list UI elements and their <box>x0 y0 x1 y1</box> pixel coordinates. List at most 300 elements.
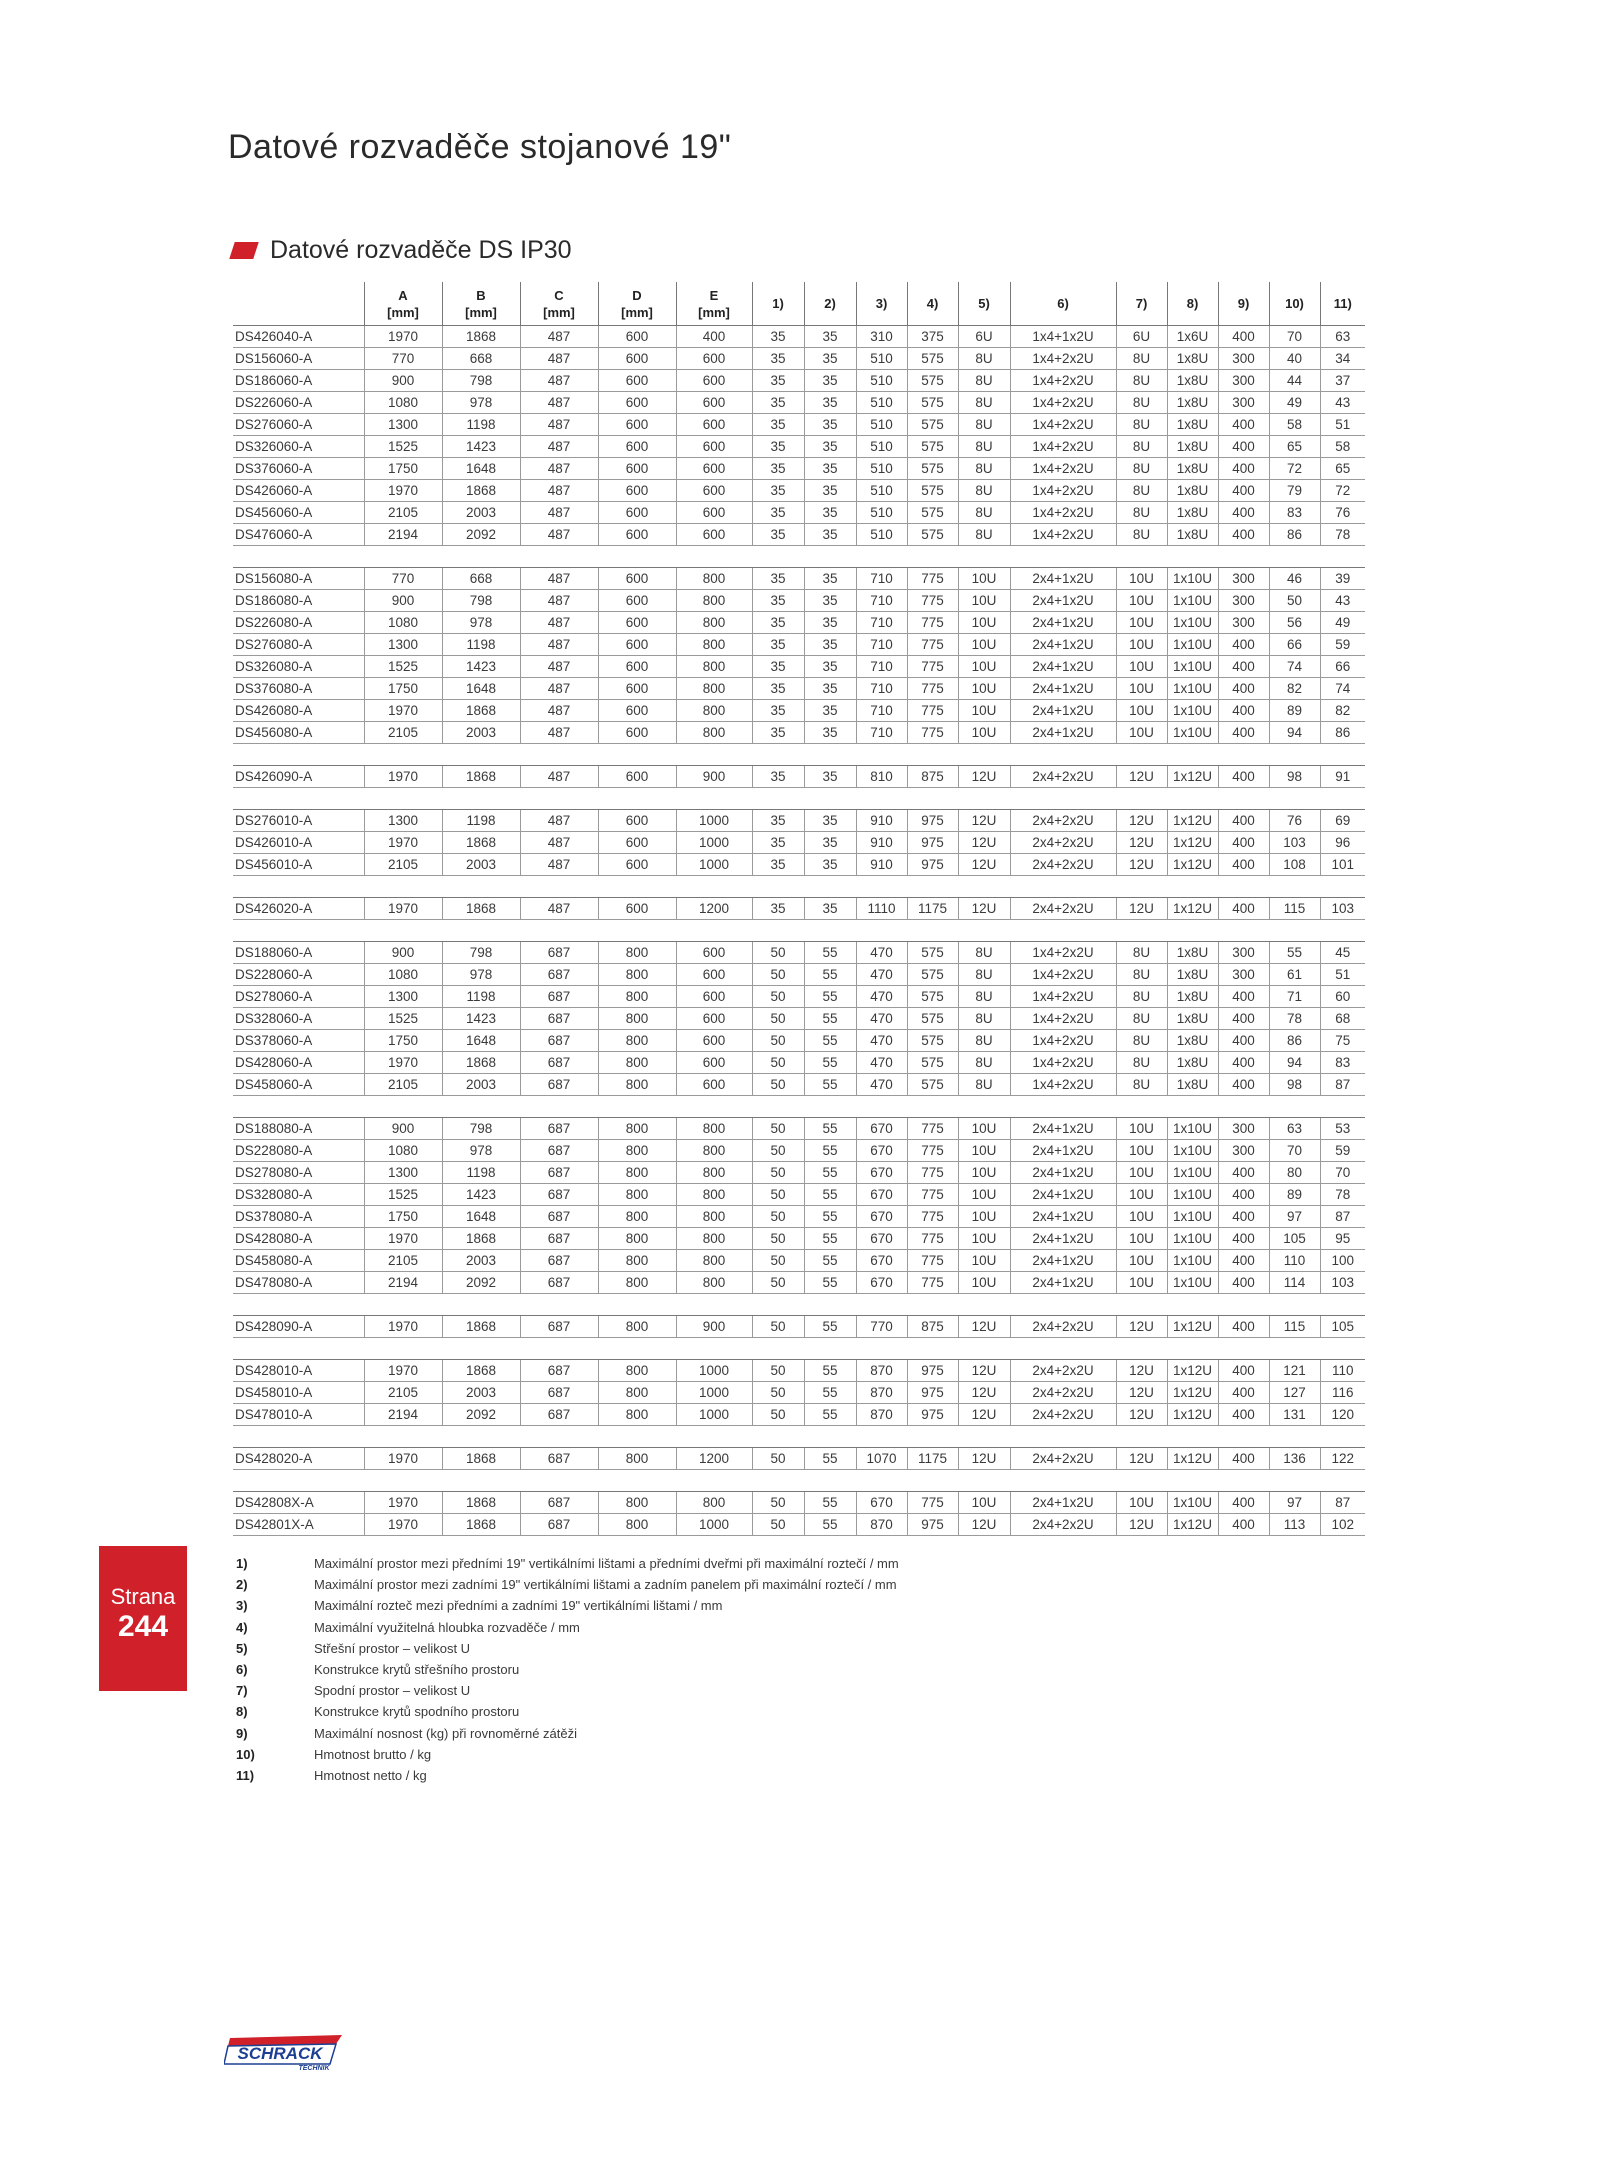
table-cell: 668 <box>442 348 520 370</box>
legend-number: 2) <box>236 1577 248 1593</box>
table-cell: 575 <box>907 436 958 458</box>
table-cell: 10U <box>1116 1206 1167 1228</box>
table-cell: 400 <box>1218 524 1269 546</box>
table-cell: 1x8U <box>1167 480 1218 502</box>
table-cell: 35 <box>752 458 804 480</box>
table-cell: 1x8U <box>1167 370 1218 392</box>
table-row <box>233 1184 1365 1206</box>
table-cell: 12U <box>958 898 1010 920</box>
table-cell: 487 <box>520 436 598 458</box>
table-cell: 10U <box>1116 1250 1167 1272</box>
legend-text: Maximální rozteč mezi předními a zadními 19" vertikálními lištami / mm <box>314 1598 723 1614</box>
legend-item <box>236 1553 899 1574</box>
table-cell: 50 <box>752 1448 804 1470</box>
table-cell: 59 <box>1320 1140 1365 1162</box>
table-cell: 670 <box>856 1272 907 1294</box>
table-cell: 600 <box>598 656 676 678</box>
table-row <box>233 480 1365 502</box>
table-cell: 1x10U <box>1167 1118 1218 1140</box>
table-cell: 10U <box>1116 634 1167 656</box>
table-cell: 300 <box>1218 370 1269 392</box>
table-cell: 575 <box>907 1052 958 1074</box>
legend-number: 11) <box>236 1767 255 1783</box>
table-cell: 2003 <box>442 1250 520 1272</box>
table-cell: 95 <box>1320 1228 1365 1250</box>
table-cell: 1525 <box>364 436 442 458</box>
product-code-cell: DS428090-A <box>233 1316 364 1338</box>
table-cell: 105 <box>1320 1316 1365 1338</box>
table-cell: 10U <box>958 1184 1010 1206</box>
table-cell: 1x8U <box>1167 1052 1218 1074</box>
table-cell: 487 <box>520 458 598 480</box>
table-cell: 875 <box>907 766 958 788</box>
legend-number: 7) <box>236 1683 248 1699</box>
table-cell: 72 <box>1269 458 1320 480</box>
table-cell: 810 <box>856 766 907 788</box>
table-cell: 798 <box>442 370 520 392</box>
table-cell: 710 <box>856 590 907 612</box>
product-code-cell: DS156060-A <box>233 348 364 370</box>
table-cell: 1x10U <box>1167 612 1218 634</box>
table-cell: 300 <box>1218 568 1269 590</box>
column-header-label: 4) <box>926 296 939 311</box>
table-row <box>233 1140 1365 1162</box>
table-cell: 1300 <box>364 986 442 1008</box>
table-cell: 1x8U <box>1167 502 1218 524</box>
table-cell: 600 <box>598 832 676 854</box>
table-cell: 798 <box>442 1118 520 1140</box>
table-cell: 2x4+2x2U <box>1010 1360 1116 1382</box>
table-cell: 975 <box>907 832 958 854</box>
table-cell: 870 <box>856 1360 907 1382</box>
table-cell: 487 <box>520 590 598 612</box>
table-cell: 1x4+2x2U <box>1010 458 1116 480</box>
table-row <box>233 656 1365 678</box>
table-cell: 2x4+1x2U <box>1010 568 1116 590</box>
table-cell: 1x12U <box>1167 1448 1218 1470</box>
table-cell: 55 <box>804 1272 856 1294</box>
table-cell: 400 <box>1218 1074 1269 1096</box>
column-header <box>907 282 958 326</box>
table-cell: 770 <box>364 568 442 590</box>
column-header <box>752 282 804 326</box>
product-code-cell: DS458080-A <box>233 1250 364 1272</box>
table-cell: 1970 <box>364 700 442 722</box>
column-header <box>1010 282 1116 326</box>
table-cell: 1750 <box>364 678 442 700</box>
table-cell: 2x4+1x2U <box>1010 678 1116 700</box>
table-cell: 1198 <box>442 986 520 1008</box>
table-cell: 43 <box>1320 392 1365 414</box>
table-cell: 35 <box>752 502 804 524</box>
table-cell: 1080 <box>364 612 442 634</box>
table-cell: 35 <box>752 392 804 414</box>
product-code-cell: DS428020-A <box>233 1448 364 1470</box>
table-cell: 35 <box>804 414 856 436</box>
table-cell: 10U <box>1116 700 1167 722</box>
table-cell: 83 <box>1269 502 1320 524</box>
table-cell: 10U <box>1116 722 1167 744</box>
table-cell: 87 <box>1320 1492 1365 1514</box>
column-header-unit: [mm] <box>387 304 419 320</box>
table-cell: 82 <box>1320 700 1365 722</box>
table-cell: 775 <box>907 590 958 612</box>
column-header-label: E <box>709 287 719 303</box>
product-code-cell: DS228080-A <box>233 1140 364 1162</box>
table-cell: 56 <box>1269 612 1320 634</box>
table-cell: 1000 <box>676 854 752 876</box>
table-cell: 69 <box>1320 810 1365 832</box>
legend-item <box>236 1744 899 1765</box>
table-cell: 10U <box>958 1250 1010 1272</box>
table-cell: 800 <box>598 1316 676 1338</box>
table-cell: 35 <box>804 700 856 722</box>
table-cell: 10U <box>1116 1272 1167 1294</box>
legend-number: 5) <box>236 1640 248 1656</box>
table-cell: 8U <box>958 502 1010 524</box>
table-cell: 59 <box>1320 634 1365 656</box>
legend-item <box>236 1723 899 1744</box>
table-cell: 687 <box>520 942 598 964</box>
page-badge-number: 244 <box>117 1610 169 1643</box>
table-row <box>233 458 1365 480</box>
table-cell: 510 <box>856 524 907 546</box>
table-cell: 1x8U <box>1167 392 1218 414</box>
legend-number: 9) <box>236 1725 248 1741</box>
table-cell: 800 <box>598 1184 676 1206</box>
table-cell: 55 <box>804 1008 856 1030</box>
table-cell: 400 <box>1218 1030 1269 1052</box>
table-cell: 800 <box>676 1184 752 1206</box>
table-row <box>233 1250 1365 1272</box>
table-cell: 670 <box>856 1250 907 1272</box>
legend-text: Konstrukce krytů střešního prostoru <box>314 1662 520 1678</box>
table-cell: 86 <box>1269 1030 1320 1052</box>
column-header-unit: [mm] <box>465 304 497 320</box>
table-cell: 670 <box>856 1228 907 1250</box>
group-separator <box>233 1426 1365 1448</box>
table-cell: 2092 <box>442 524 520 546</box>
table-cell: 87 <box>1320 1074 1365 1096</box>
table-cell: 1x4+2x2U <box>1010 524 1116 546</box>
table-cell: 400 <box>676 326 752 348</box>
product-code-cell: DS328060-A <box>233 1008 364 1030</box>
table-cell: 35 <box>804 370 856 392</box>
table-cell: 600 <box>676 524 752 546</box>
table-cell: 687 <box>520 1118 598 1140</box>
table-cell: 8U <box>958 370 1010 392</box>
table-cell: 10U <box>958 612 1010 634</box>
table-cell: 8U <box>1116 480 1167 502</box>
table-cell: 600 <box>676 348 752 370</box>
table-cell: 510 <box>856 458 907 480</box>
table-cell: 900 <box>364 370 442 392</box>
page-title: Datové rozvaděče stojanové 19" <box>228 128 732 166</box>
table-cell: 35 <box>804 832 856 854</box>
table-cell: 108 <box>1269 854 1320 876</box>
table-cell: 487 <box>520 722 598 744</box>
table-cell: 800 <box>598 986 676 1008</box>
table-cell: 1x12U <box>1167 898 1218 920</box>
table-cell: 400 <box>1218 1514 1269 1536</box>
table-cell: 1525 <box>364 656 442 678</box>
table-cell: 87 <box>1320 1206 1365 1228</box>
table-cell: 12U <box>958 766 1010 788</box>
table-cell: 1x4+2x2U <box>1010 1074 1116 1096</box>
table-cell: 470 <box>856 1008 907 1030</box>
table-cell: 687 <box>520 1316 598 1338</box>
product-code-cell: DS456080-A <box>233 722 364 744</box>
table-cell: 1x4+2x2U <box>1010 964 1116 986</box>
table-cell: 35 <box>804 348 856 370</box>
product-code-cell: DS42808X-A <box>233 1492 364 1514</box>
table-cell: 668 <box>442 568 520 590</box>
table-cell: 510 <box>856 370 907 392</box>
table-cell: 35 <box>752 370 804 392</box>
table-cell: 1110 <box>856 898 907 920</box>
table-cell: 670 <box>856 1140 907 1162</box>
table-cell: 1970 <box>364 898 442 920</box>
table-cell: 470 <box>856 986 907 1008</box>
table-cell: 8U <box>1116 458 1167 480</box>
table-cell: 1x8U <box>1167 436 1218 458</box>
table-cell: 10U <box>958 1162 1010 1184</box>
table-cell: 800 <box>598 1052 676 1074</box>
table-cell: 8U <box>958 392 1010 414</box>
table-cell: 687 <box>520 1448 598 1470</box>
table-cell: 12U <box>958 1360 1010 1382</box>
table-cell: 8U <box>1116 370 1167 392</box>
table-cell: 50 <box>752 1140 804 1162</box>
table-cell: 12U <box>958 832 1010 854</box>
table-cell: 1423 <box>442 656 520 678</box>
table-cell: 94 <box>1269 1052 1320 1074</box>
table-cell: 45 <box>1320 942 1365 964</box>
table-cell: 400 <box>1218 656 1269 678</box>
table-cell: 39 <box>1320 568 1365 590</box>
table-cell: 35 <box>804 524 856 546</box>
table-cell: 575 <box>907 370 958 392</box>
table-cell: 978 <box>442 612 520 634</box>
table-cell: 35 <box>804 766 856 788</box>
table-cell: 800 <box>676 1250 752 1272</box>
table-cell: 2003 <box>442 502 520 524</box>
product-code-cell: DS376080-A <box>233 678 364 700</box>
table-cell: 35 <box>752 766 804 788</box>
table-row <box>233 1206 1365 1228</box>
table-cell: 1x10U <box>1167 1228 1218 1250</box>
table-cell: 49 <box>1320 612 1365 634</box>
table-cell: 687 <box>520 1184 598 1206</box>
table-cell: 35 <box>804 392 856 414</box>
table-cell: 55 <box>804 1228 856 1250</box>
table-cell: 975 <box>907 1514 958 1536</box>
table-cell: 2092 <box>442 1404 520 1426</box>
table-cell: 310 <box>856 326 907 348</box>
table-cell: 2105 <box>364 502 442 524</box>
table-cell: 710 <box>856 722 907 744</box>
table-row <box>233 1118 1365 1140</box>
table-cell: 35 <box>804 854 856 876</box>
table-cell: 70 <box>1269 1140 1320 1162</box>
table-cell: 1x4+2x2U <box>1010 1052 1116 1074</box>
table-cell: 51 <box>1320 414 1365 436</box>
table-cell: 50 <box>752 1074 804 1096</box>
legend-number: 3) <box>236 1598 248 1614</box>
table-cell: 910 <box>856 832 907 854</box>
product-code-cell: DS276010-A <box>233 810 364 832</box>
table-cell: 35 <box>804 326 856 348</box>
table-cell: 35 <box>804 458 856 480</box>
table-cell: 710 <box>856 612 907 634</box>
table-cell: 50 <box>752 1360 804 1382</box>
table-cell: 1300 <box>364 810 442 832</box>
table-cell: 1080 <box>364 964 442 986</box>
table-cell: 600 <box>676 392 752 414</box>
table-row <box>233 634 1365 656</box>
table-cell: 1x8U <box>1167 414 1218 436</box>
column-header-label: 10) <box>1285 296 1304 311</box>
product-code-cell: DS428060-A <box>233 1052 364 1074</box>
column-header <box>1167 282 1218 326</box>
table-cell: 2x4+1x2U <box>1010 1228 1116 1250</box>
table-cell: 65 <box>1269 436 1320 458</box>
table-cell: 2003 <box>442 722 520 744</box>
table-cell: 1x8U <box>1167 942 1218 964</box>
table-cell: 400 <box>1218 810 1269 832</box>
table-cell: 798 <box>442 590 520 612</box>
table-cell: 400 <box>1218 458 1269 480</box>
table-cell: 35 <box>804 656 856 678</box>
table-cell: 1080 <box>364 392 442 414</box>
table-cell: 2105 <box>364 722 442 744</box>
group-separator <box>233 788 1365 810</box>
table-cell: 400 <box>1218 700 1269 722</box>
table-cell: 34 <box>1320 348 1365 370</box>
table-cell: 400 <box>1218 480 1269 502</box>
page-badge <box>99 1546 187 1691</box>
table-cell: 1x4+2x2U <box>1010 414 1116 436</box>
table-cell: 58 <box>1269 414 1320 436</box>
table-cell: 800 <box>676 656 752 678</box>
footnote-legend <box>236 1553 899 1786</box>
legend-item <box>236 1638 899 1659</box>
table-cell: 12U <box>1116 854 1167 876</box>
table-cell: 487 <box>520 656 598 678</box>
table-row <box>233 590 1365 612</box>
table-cell: 35 <box>752 634 804 656</box>
table-cell: 300 <box>1218 612 1269 634</box>
table-cell: 8U <box>1116 348 1167 370</box>
table-row <box>233 810 1365 832</box>
table-cell: 1x8U <box>1167 524 1218 546</box>
table-cell: 300 <box>1218 1140 1269 1162</box>
table-cell: 6U <box>1116 326 1167 348</box>
table-cell: 35 <box>752 568 804 590</box>
table-cell: 687 <box>520 1206 598 1228</box>
table-cell: 2105 <box>364 854 442 876</box>
table-cell: 94 <box>1269 722 1320 744</box>
legend-number: 1) <box>236 1556 248 1572</box>
table-cell: 2003 <box>442 854 520 876</box>
table-cell: 12U <box>958 1514 1010 1536</box>
table-cell: 1x4+2x2U <box>1010 370 1116 392</box>
table-cell: 487 <box>520 700 598 722</box>
table-cell: 127 <box>1269 1382 1320 1404</box>
column-header <box>520 282 598 326</box>
section-title: Datové rozvaděče DS IP30 <box>270 236 572 264</box>
table-cell: 910 <box>856 810 907 832</box>
column-header-label: A <box>398 287 408 303</box>
table-cell: 800 <box>598 1140 676 1162</box>
column-header <box>598 282 676 326</box>
column-header-unit: [mm] <box>621 304 653 320</box>
table-row <box>233 1514 1365 1536</box>
table-cell: 600 <box>676 502 752 524</box>
table-cell: 10U <box>958 656 1010 678</box>
legend-text: Hmotnost netto / kg <box>314 1767 427 1783</box>
table-cell: 870 <box>856 1404 907 1426</box>
table-cell: 900 <box>364 590 442 612</box>
table-cell: 400 <box>1218 1492 1269 1514</box>
column-header <box>1269 282 1320 326</box>
table-cell: 35 <box>752 810 804 832</box>
table-cell: 120 <box>1320 1404 1365 1426</box>
product-code-cell: DS458060-A <box>233 1074 364 1096</box>
product-code-cell: DS456010-A <box>233 854 364 876</box>
table-row <box>233 348 1365 370</box>
table-cell: 121 <box>1269 1360 1320 1382</box>
product-code-cell: DS188080-A <box>233 1118 364 1140</box>
table-cell: 300 <box>1218 348 1269 370</box>
table-cell: 1868 <box>442 1052 520 1074</box>
table-cell: 50 <box>752 1118 804 1140</box>
product-code-cell: DS278080-A <box>233 1162 364 1184</box>
table-cell: 600 <box>598 700 676 722</box>
table-cell: 82 <box>1269 678 1320 700</box>
table-cell: 875 <box>907 1316 958 1338</box>
section-marker-icon <box>229 242 259 259</box>
table-cell: 2105 <box>364 1250 442 1272</box>
table-cell: 68 <box>1320 1008 1365 1030</box>
table-cell: 50 <box>752 942 804 964</box>
table-cell: 487 <box>520 392 598 414</box>
table-cell: 10U <box>1116 656 1167 678</box>
table-cell: 900 <box>364 942 442 964</box>
table-cell: 80 <box>1269 1162 1320 1184</box>
table-cell: 1x10U <box>1167 590 1218 612</box>
table-cell: 1970 <box>364 832 442 854</box>
table-cell: 575 <box>907 1030 958 1052</box>
column-header-label: 8) <box>1186 296 1199 311</box>
table-cell: 2x4+2x2U <box>1010 1316 1116 1338</box>
table-cell: 800 <box>598 1206 676 1228</box>
table-cell: 670 <box>856 1184 907 1206</box>
table-cell: 487 <box>520 832 598 854</box>
table-cell: 870 <box>856 1382 907 1404</box>
product-code-cell: DS426040-A <box>233 326 364 348</box>
table-cell: 1x8U <box>1167 986 1218 1008</box>
legend-item <box>236 1659 899 1680</box>
table-cell: 40 <box>1269 348 1320 370</box>
group-separator <box>233 920 1365 942</box>
product-code-cell: DS426020-A <box>233 898 364 920</box>
table-cell: 1x8U <box>1167 458 1218 480</box>
table-cell: 1x6U <box>1167 326 1218 348</box>
table-cell: 400 <box>1218 436 1269 458</box>
legend-item <box>236 1574 899 1595</box>
table-cell: 12U <box>1116 1382 1167 1404</box>
